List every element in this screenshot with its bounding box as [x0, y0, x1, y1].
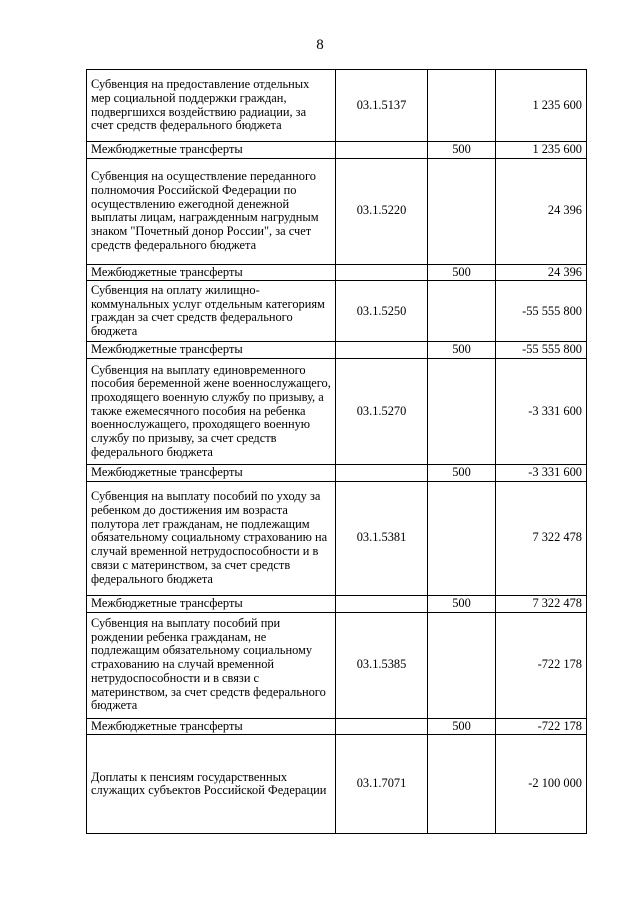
row-name: Межбюджетные трансферты [87, 718, 336, 735]
row-name: Межбюджетные трансферты [87, 595, 336, 612]
row-type [428, 359, 496, 465]
budget-table [86, 69, 587, 834]
row-name: Субвенция на выплату единовременного пособия беременной жене военнослужащего, проходящего военную службу по призыву, а также ежемесячного пособия на ребенка военнослужащего, проходящего военную службу по призыву, за счет средств федерального бюджета [87, 359, 336, 465]
row-type: 500 [428, 142, 496, 159]
row-type [428, 481, 496, 595]
table-row [87, 595, 587, 612]
table-row [87, 142, 587, 159]
row-type: 500 [428, 465, 496, 482]
row-amount: -3 331 600 [496, 359, 587, 465]
row-code: 03.1.5250 [336, 281, 428, 342]
table-row [87, 264, 587, 281]
table-row [87, 735, 587, 834]
row-code: 03.1.5381 [336, 481, 428, 595]
page-number: 8 [316, 37, 324, 53]
table-row [87, 359, 587, 465]
table-row [87, 481, 587, 595]
row-name: Межбюджетные трансферты [87, 342, 336, 359]
row-code: 03.1.5385 [336, 612, 428, 718]
row-amount: 7 322 478 [496, 481, 587, 595]
row-type: 500 [428, 342, 496, 359]
row-code: 03.1.5220 [336, 158, 428, 264]
row-code: 03.1.5270 [336, 359, 428, 465]
row-type [428, 281, 496, 342]
row-amount: -55 555 800 [496, 342, 587, 359]
row-amount: 1 235 600 [496, 70, 587, 142]
row-code [336, 465, 428, 482]
row-name: Субвенция на осуществление переданного полномочия Российской Федерации по осуществлению ежегодной денежной выплаты лицам, награжденным нагрудным знаком "Почетный донор России", за счет средств федерального бюджета [87, 158, 336, 264]
row-name: Межбюджетные трансферты [87, 465, 336, 482]
row-type: 500 [428, 264, 496, 281]
row-amount: -3 331 600 [496, 465, 587, 482]
row-type: 500 [428, 595, 496, 612]
row-type [428, 612, 496, 718]
row-name: Доплаты к пенсиям государственных служащих субъектов Российской Федерации [87, 735, 336, 834]
row-code [336, 342, 428, 359]
row-amount: 24 396 [496, 264, 587, 281]
row-code [336, 595, 428, 612]
table-row [87, 465, 587, 482]
table-row [87, 718, 587, 735]
row-type [428, 735, 496, 834]
row-name: Субвенция на оплату жилищно-коммунальных услуг отдельным категориям граждан за счет средств федерального бюджета [87, 281, 336, 342]
row-type [428, 70, 496, 142]
row-amount: -55 555 800 [496, 281, 587, 342]
row-type: 500 [428, 718, 496, 735]
row-amount: -2 100 000 [496, 735, 587, 834]
row-name: Субвенция на выплату пособий по уходу за ребенком до достижения им возраста полутора лет гражданам, не подлежащим обязательному социальному страхованию на случай временной нетрудоспособности и в связи с материнством, за счет средств федерального бюджета [87, 481, 336, 595]
row-code [336, 718, 428, 735]
row-amount: -722 178 [496, 718, 587, 735]
table-row [87, 612, 587, 718]
row-amount: 7 322 478 [496, 595, 587, 612]
row-code [336, 142, 428, 159]
row-code: 03.1.7071 [336, 735, 428, 834]
table-row [87, 70, 587, 142]
row-name: Межбюджетные трансферты [87, 264, 336, 281]
row-type [428, 158, 496, 264]
row-amount: 24 396 [496, 158, 587, 264]
table-row [87, 342, 587, 359]
table-row [87, 158, 587, 264]
row-code [336, 264, 428, 281]
row-amount: -722 178 [496, 612, 587, 718]
row-name: Межбюджетные трансферты [87, 142, 336, 159]
row-name: Субвенция на выплату пособий при рождении ребенка гражданам, не подлежащим обязательному социальному страхованию на случай временной нетрудоспособности и в связи с материнством, за счет средств федерального бюджета [87, 612, 336, 718]
table-row [87, 281, 587, 342]
row-amount: 1 235 600 [496, 142, 587, 159]
row-code: 03.1.5137 [336, 70, 428, 142]
row-name: Субвенция на предоставление отдельных мер социальной поддержки граждан, подвергшихся воздействию радиации, за счет средств федерального бюджета [87, 70, 336, 142]
